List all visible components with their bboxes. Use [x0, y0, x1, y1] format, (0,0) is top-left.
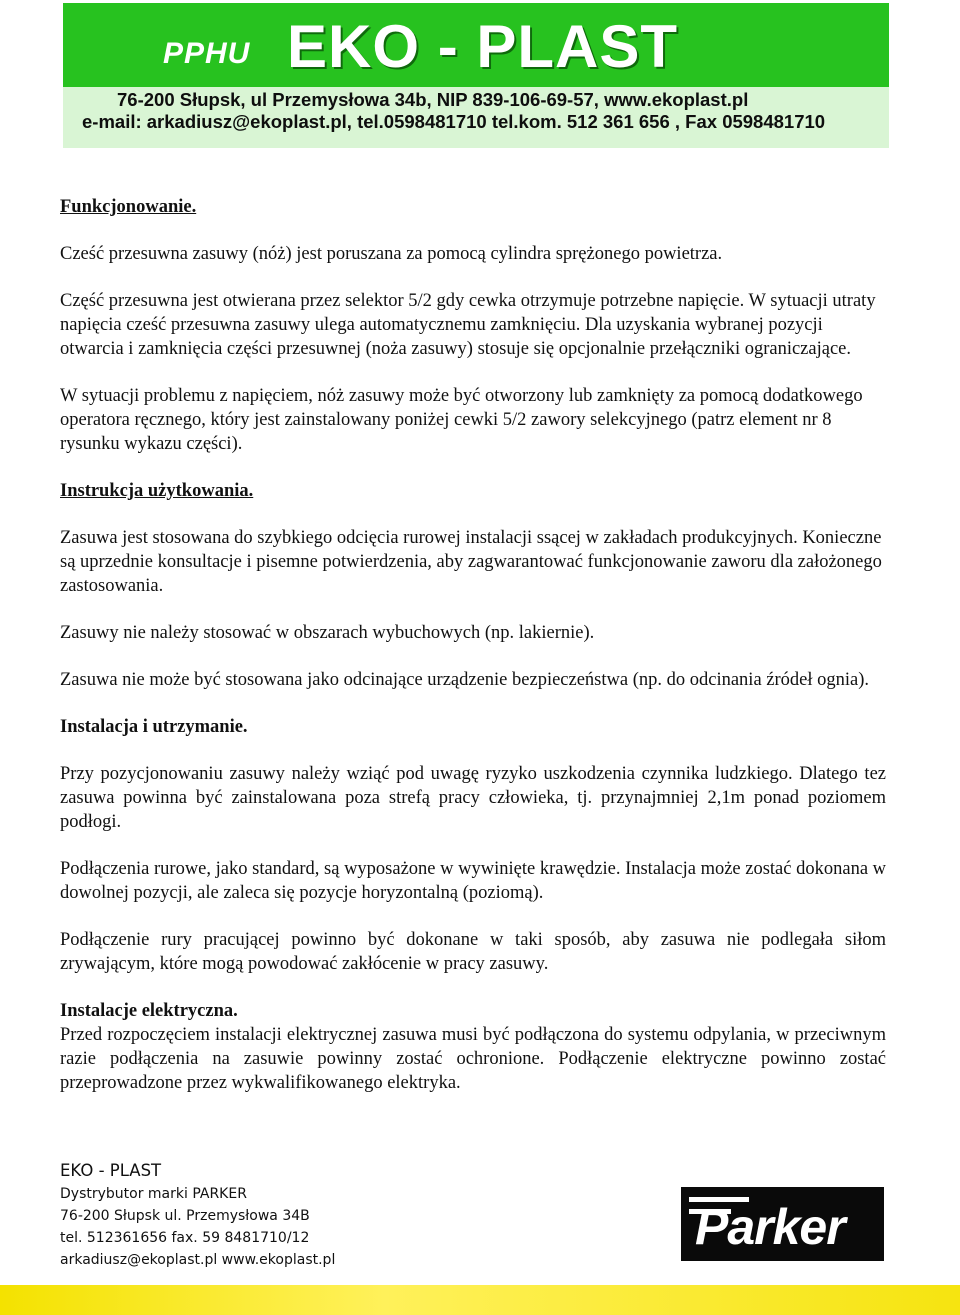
paragraph: Podłączenie rury pracującej powinno być dokonane w taki sposób, aby zasuwa nie podlegała siłom zrywającym, które mogą powodować zakłócenie w pracy zasuwy. [60, 930, 886, 974]
heading-instalacja: Instalacja i utrzymanie. [60, 717, 248, 737]
paragraph: Zasuwa jest stosowana do szybkiego odcięcia rurowej instalacji ssącej w zakładach produkcyjnych. Konieczne są uprzednie konsultacje i pisemne potwierdzenia, aby zagwarantować funkcjonowanie zaworu dla założonego zastosowania. [60, 528, 882, 596]
paragraph: Zasuwy nie należy stosować w obszarach wybuchowych (np. lakiernie). [60, 623, 595, 643]
banner-brand-name: EKO - PLAST [287, 13, 679, 80]
paragraph: Przy pozycjonowaniu zasuwy należy wziąć pod uwagę ryzyko uszkodzenia czynnika ludzkiego. Dlatego tez zasuwa powinna być zainstalowana poza strefą pracy człowieka, tj. przynajmniej 2,1m ponad poziomem podłogi. [60, 764, 886, 832]
banner-prefix: PPHU [163, 37, 251, 70]
paragraph: Podłączenia rurowe, jako standard, są wyposażone w wywinięte krawędzie. Instalacja może zostać dokonana w dowolnej pozycji, ale zaleca się pozycje horyzontalną (poziomą). [60, 859, 887, 903]
banner-contact-line: e-mail: arkadiusz@ekoplast.pl, tel.0598481710 tel.kom. 512 361 656 , Fax 0598481710 [82, 111, 826, 132]
banner-brand-area [63, 3, 889, 87]
paragraph: Przed rozpoczęciem instalacji elektrycznej zasuwa musi być podłączona do systemu odpylania, w przeciwnym razie podłączenia na zasuwie powinny zostać ochronione. Podłączenie elektryczne powinno zostać przeprowadzone przez wykwalifikowanego elektryka. [60, 1025, 886, 1093]
paragraph: Cześć przesuwna zasuwy (nóż) jest poruszana za pomocą cylindra sprężonego powietrza. [60, 244, 723, 264]
company-banner [63, 3, 889, 148]
paragraph: Zasuwa nie może być stosowana jako odcinające urządzenie bezpieczeństwa (np. do odcinania źródeł ognia). [60, 670, 870, 690]
footer-address: 76-200 Słupsk ul. Przemysłowa 34B [60, 1208, 310, 1224]
bottom-decorative-bar [0, 1285, 960, 1315]
document-body [60, 195, 886, 1095]
heading-instrukcja: Instrukcja użytkowania. [60, 481, 254, 501]
parker-logo-wordmark: Parker [695, 1199, 845, 1255]
footer-company-name: EKO - PLAST [60, 1161, 162, 1180]
paragraph: Część przesuwna jest otwierana przez selektor 5/2 gdy cewka otrzymuje potrzebne napięcie. W sytuacji utraty napięcia cześć przesuwna zasuwy ulega automatycznemu zamknięciu. Dla uzyskania wybranej pozycji otwarcia i zamknięcia części przesuwnej (noża zasuwy) stosuje się opcjonalnie przełączniki ograniczające. [60, 291, 876, 359]
paragraph: W sytuacji problemu z napięciem, nóż zasuwy może być otworzony lub zamknięty za pomocą dodatkowego operatora ręcznego, który jest zainstalowany poniżej cewki 5/2 zawory selekcyjnego (patrz element nr 8 rysunku wykazu części). [60, 386, 863, 454]
footer-phones: tel. 512361656 fax. 59 8481710/12 [60, 1230, 310, 1246]
footer-contact [60, 1159, 335, 1271]
banner-address-line: 76-200 Słupsk, ul Przemysłowa 34b, NIP 839-106-69-57, www.ekoplast.pl [117, 89, 749, 110]
heading-funkcjonowanie: Funkcjonowanie. [60, 197, 197, 217]
parker-logo [681, 1187, 884, 1261]
heading-elektryczna: Instalacje elektryczna. [60, 1001, 238, 1021]
footer-distributor: Dystrybutor marki PARKER [60, 1186, 247, 1202]
footer-email-web: arkadiusz@ekoplast.pl www.ekoplast.pl [60, 1252, 336, 1268]
